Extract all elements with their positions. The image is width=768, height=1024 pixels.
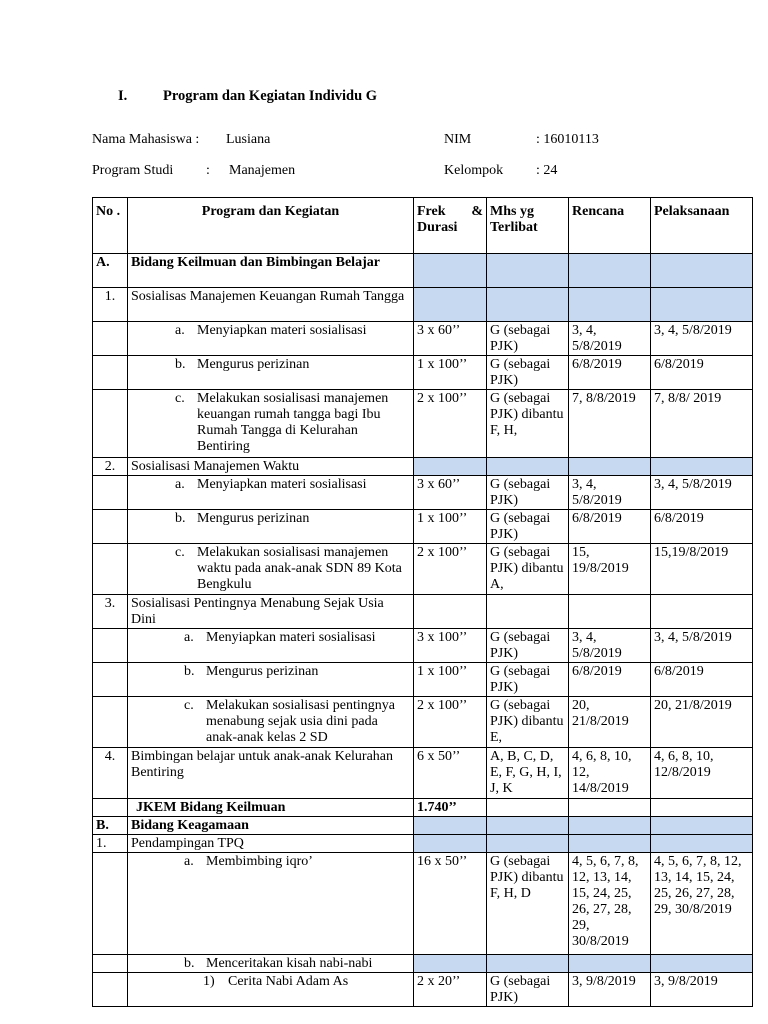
prodi-colon: : bbox=[206, 163, 210, 178]
frek-cell: 2 x 100’’ bbox=[414, 697, 487, 748]
section-row-b bbox=[93, 817, 753, 835]
section-row-a bbox=[93, 254, 753, 288]
activity-text: Melakukan sosialisasi manajemen keuangan rumah tangga bagi Ibu Rumah Tangga di Kelurahan Bentiring bbox=[197, 391, 389, 454]
frek-cell: 2 x 100’’ bbox=[414, 390, 487, 458]
program-1-no: 1. bbox=[93, 288, 128, 322]
section-a-no: A. bbox=[93, 254, 128, 288]
frek-cell: 3 x 60’’ bbox=[414, 476, 487, 510]
rencana-cell: 3, 9/8/2019 bbox=[569, 973, 651, 1007]
item-mark: c. bbox=[184, 698, 194, 713]
mhs-cell: G (sebagai PJK) dibantu E, bbox=[487, 697, 569, 748]
activity-text: Menyiapkan materi sosialisasi bbox=[197, 323, 367, 338]
program-4-no: 4. bbox=[93, 748, 128, 799]
heading-title: Program dan Kegiatan Individu G bbox=[163, 88, 378, 104]
nim-value: : 16010113 bbox=[536, 132, 599, 147]
header-pelaksanaan: Pelaksanaan bbox=[651, 198, 753, 254]
program-row-3 bbox=[93, 595, 753, 629]
pelaksanaan-cell: 15,19/8/2019 bbox=[651, 544, 753, 595]
mhs-cell: G (sebagai PJK) bbox=[487, 629, 569, 663]
pelaksanaan-cell: 3, 4, 5/8/2019 bbox=[651, 629, 753, 663]
activity-row bbox=[93, 629, 753, 663]
frek-cell: 1 x 100’’ bbox=[414, 510, 487, 544]
frek-cell: 2 x 20’’ bbox=[414, 973, 487, 1007]
rencana-cell: 3, 4, 5/8/2019 bbox=[569, 322, 651, 356]
activity-row bbox=[93, 356, 753, 390]
activity-row bbox=[93, 955, 753, 973]
mhs-cell: G (sebagai PJK) bbox=[487, 663, 569, 697]
nama-label: Nama Mahasiswa : bbox=[92, 132, 200, 147]
pelaksanaan-cell: 7, 8/8/ 2019 bbox=[651, 390, 753, 458]
frek-cell: 6 x 50’’ bbox=[414, 748, 487, 799]
program-2-no: 2. bbox=[93, 458, 128, 476]
program-row-1 bbox=[93, 288, 753, 322]
rencana-cell: 4, 5, 6, 7, 8, 12, 13, 14, 15, 24, 25, 26, 27, 28, 29, 30/8/2019 bbox=[569, 853, 651, 955]
program-row-b1 bbox=[93, 835, 753, 853]
mhs-cell: G (sebagai PJK) bbox=[487, 510, 569, 544]
item-mark: 1) bbox=[203, 974, 215, 989]
rencana-cell: 4, 6, 8, 10, 12, 14/8/2019 bbox=[569, 748, 651, 799]
program-2-title: Sosialisasi Manajemen Waktu bbox=[128, 458, 414, 476]
frek-cell: 1 x 100’’ bbox=[414, 663, 487, 697]
table-header-row bbox=[93, 198, 753, 254]
jkem-row bbox=[93, 799, 753, 817]
frek-cell: 3 x 60’’ bbox=[414, 322, 487, 356]
activity-text: Membimbing iqro’ bbox=[206, 854, 313, 869]
item-mark: a. bbox=[184, 854, 194, 869]
kelompok-value: : 24 bbox=[536, 163, 558, 178]
frek-cell: 1 x 100’’ bbox=[414, 356, 487, 390]
header-frek: Frek & Durasi bbox=[414, 198, 487, 254]
program-row-4 bbox=[93, 748, 753, 799]
activity-text: Mengurus perizinan bbox=[197, 511, 310, 526]
program-row-2 bbox=[93, 458, 753, 476]
mhs-cell: G (sebagai PJK) bbox=[487, 356, 569, 390]
activity-text: Melakukan sosialisasi pentingnya menabung sejak usia dini pada anak-anak kelas 2 SD bbox=[206, 698, 395, 745]
item-mark: b. bbox=[175, 357, 186, 372]
pelaksanaan-cell: 6/8/2019 bbox=[651, 510, 753, 544]
pelaksanaan-cell: 6/8/2019 bbox=[651, 663, 753, 697]
mhs-cell: A, B, C, D, E, F, G, H, I, J, K bbox=[487, 748, 569, 799]
activity-text: Menceritakan kisah nabi-nabi bbox=[206, 956, 373, 971]
activity-row bbox=[93, 322, 753, 356]
mhs-cell: G (sebagai PJK) dibantu A, bbox=[487, 544, 569, 595]
jkem-value: 1.740’’ bbox=[414, 799, 487, 817]
frek-cell: 3 x 100’’ bbox=[414, 629, 487, 663]
heading-number: I. bbox=[118, 88, 128, 104]
item-mark: b. bbox=[175, 511, 186, 526]
program-b1-title: Pendampingan TPQ bbox=[128, 835, 414, 853]
activity-row bbox=[93, 973, 753, 1007]
activity-row bbox=[93, 853, 753, 955]
rencana-cell: 6/8/2019 bbox=[569, 510, 651, 544]
activity-row bbox=[93, 390, 753, 458]
activity-text: Mengurus perizinan bbox=[197, 357, 310, 372]
frek-cell: 2 x 100’’ bbox=[414, 544, 487, 595]
header-program: Program dan Kegiatan bbox=[128, 198, 414, 254]
rencana-cell: 3, 4, 5/8/2019 bbox=[569, 476, 651, 510]
jkem-label: JKEM Bidang Keilmuan bbox=[128, 799, 414, 817]
item-mark: a. bbox=[175, 477, 185, 492]
program-4-title: Bimbingan belajar untuk anak-anak Kelurahan Bentiring bbox=[128, 748, 414, 799]
mhs-cell: G (sebagai PJK) dibantu F, H, bbox=[487, 390, 569, 458]
header-mhs: Mhs yg Terlibat bbox=[487, 198, 569, 254]
rencana-cell: 20, 21/8/2019 bbox=[569, 697, 651, 748]
kelompok-label: Kelompok bbox=[444, 163, 504, 178]
item-mark: b. bbox=[184, 956, 195, 971]
activity-row bbox=[93, 510, 753, 544]
item-mark: a. bbox=[175, 323, 185, 338]
activity-text: Cerita Nabi Adam As bbox=[228, 974, 349, 989]
frek-cell: 16 x 50’’ bbox=[414, 853, 487, 955]
mhs-cell: G (sebagai PJK) bbox=[487, 322, 569, 356]
program-table bbox=[92, 197, 753, 1007]
nama-value: Lusiana bbox=[226, 132, 271, 147]
item-mark: b. bbox=[184, 664, 195, 679]
mhs-cell: G (sebagai PJK) bbox=[487, 973, 569, 1007]
activity-row bbox=[93, 476, 753, 510]
nim-label: NIM bbox=[444, 132, 472, 147]
activity-row bbox=[93, 663, 753, 697]
program-3-no: 3. bbox=[93, 595, 128, 629]
pelaksanaan-cell: 3, 4, 5/8/2019 bbox=[651, 476, 753, 510]
pelaksanaan-cell: 20, 21/8/2019 bbox=[651, 697, 753, 748]
activity-text: Menyiapkan materi sosialisasi bbox=[206, 630, 376, 645]
prodi-label: Program Studi bbox=[92, 163, 174, 178]
item-mark: c. bbox=[175, 391, 185, 406]
item-mark: a. bbox=[184, 630, 194, 645]
rencana-cell: 15, 19/8/2019 bbox=[569, 544, 651, 595]
section-a-title: Bidang Keilmuan dan Bimbingan Belajar bbox=[128, 254, 414, 288]
pelaksanaan-cell: 6/8/2019 bbox=[651, 356, 753, 390]
mhs-cell: G (sebagai PJK) bbox=[487, 476, 569, 510]
program-b1-no: 1. bbox=[93, 835, 128, 853]
section-b-no: B. bbox=[93, 817, 128, 835]
program-3-title: Sosialisasi Pentingnya Menabung Sejak Usia Dini bbox=[128, 595, 414, 629]
pelaksanaan-cell: 3, 9/8/2019 bbox=[651, 973, 753, 1007]
rencana-cell: 7, 8/8/2019 bbox=[569, 390, 651, 458]
header-rencana: Rencana bbox=[569, 198, 651, 254]
pelaksanaan-cell: 4, 6, 8, 10, 12/8/2019 bbox=[651, 748, 753, 799]
activity-row bbox=[93, 544, 753, 595]
rencana-cell: 3, 4, 5/8/2019 bbox=[569, 629, 651, 663]
program-1-title: Sosialisas Manajemen Keuangan Rumah Tangga bbox=[128, 288, 414, 322]
section-b-title: Bidang Keagamaan bbox=[128, 817, 414, 835]
activity-row bbox=[93, 697, 753, 748]
activity-text: Melakukan sosialisasi manajemen waktu pada anak-anak SDN 89 Kota Bengkulu bbox=[197, 545, 402, 592]
item-mark: c. bbox=[175, 545, 185, 560]
mhs-cell: G (sebagai PJK) dibantu F, H, D bbox=[487, 853, 569, 955]
prodi-value: Manajemen bbox=[229, 163, 296, 178]
header-no: No . bbox=[93, 198, 128, 254]
activity-text: Mengurus perizinan bbox=[206, 664, 319, 679]
activity-text: Menyiapkan materi sosialisasi bbox=[197, 477, 367, 492]
rencana-cell: 6/8/2019 bbox=[569, 356, 651, 390]
pelaksanaan-cell: 3, 4, 5/8/2019 bbox=[651, 322, 753, 356]
pelaksanaan-cell: 4, 5, 6, 7, 8, 12, 13, 14, 15, 24, 25, 26, 27, 28, 29, 30/8/2019 bbox=[651, 853, 753, 955]
rencana-cell: 6/8/2019 bbox=[569, 663, 651, 697]
